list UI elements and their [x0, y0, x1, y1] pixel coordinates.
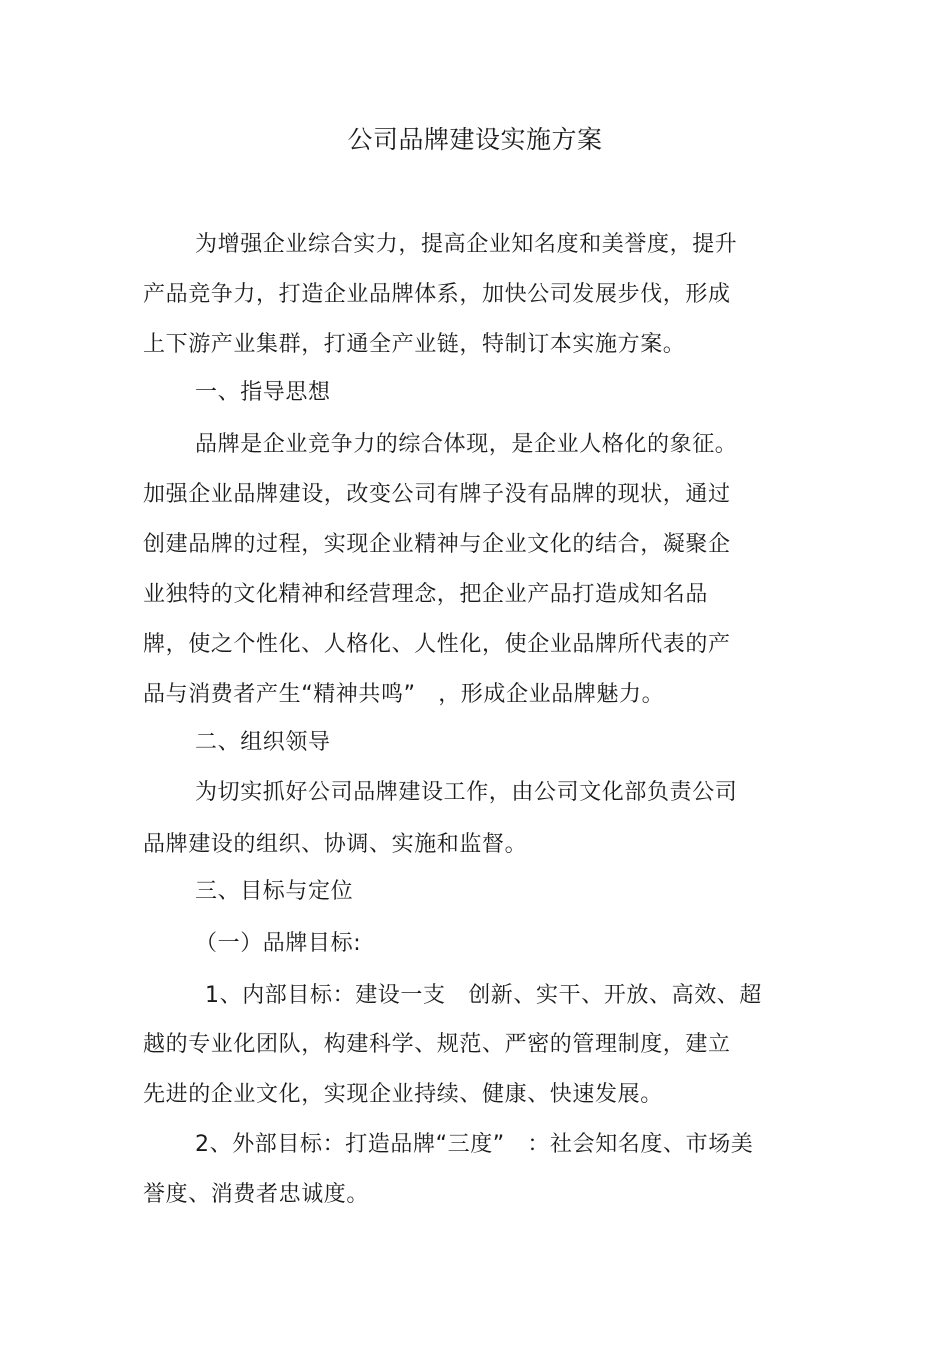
intro-line: 上下游产业集群，打通全产业链，特制订本实施方案。: [143, 332, 686, 357]
paragraph-line: 2、外部目标：打造品牌“三度” ：社会知名度、市场美: [195, 1132, 754, 1157]
section-heading: 一、指导思想: [195, 380, 331, 405]
paragraph-line: 品牌是企业竞争力的综合体现，是企业人格化的象征。: [195, 432, 738, 457]
document-title: 公司品牌建设实施方案: [347, 125, 603, 154]
paragraph-line: 越的专业化团队，构建科学、规范、严密的管理制度，建立: [143, 1032, 731, 1057]
paragraph-line: 品牌建设的组织、协调、实施和监督。: [143, 832, 528, 857]
subsection-heading: （一）品牌目标:: [195, 931, 362, 956]
intro-line: 产品竞争力，打造企业品牌体系，加快公司发展步伐，形成: [143, 282, 731, 307]
section-heading: 二、组织领导: [195, 730, 331, 755]
paragraph-line: 先进的企业文化，实现企业持续、健康、快速发展。: [143, 1082, 663, 1107]
paragraph-line: 创建品牌的过程，实现企业精神与企业文化的结合，凝聚企: [143, 532, 731, 557]
paragraph-line: 业独特的文化精神和经营理念，把企业产品打造成知名品: [143, 582, 709, 607]
paragraph-line: 誉度、消费者忠诚度。: [143, 1182, 370, 1207]
intro-line: 为增强企业综合实力，提高企业知名度和美誉度，提升: [195, 232, 738, 257]
paragraph-line: 品与消费者产生“精神共鸣” ，形成企业品牌魅力。: [143, 682, 665, 707]
section-heading: 三、目标与定位: [195, 879, 354, 904]
paragraph-line: 牌，使之个性化、人格化、人性化，使企业品牌所代表的产: [143, 632, 731, 657]
paragraph-line: 加强企业品牌建设，改变公司有牌子没有品牌的现状，通过: [143, 482, 731, 507]
paragraph-line: 1、内部目标：建设一支 创新、实干、开放、高效、超: [205, 983, 762, 1008]
paragraph-line: 为切实抓好公司品牌建设工作，由公司文化部负责公司: [195, 780, 738, 805]
